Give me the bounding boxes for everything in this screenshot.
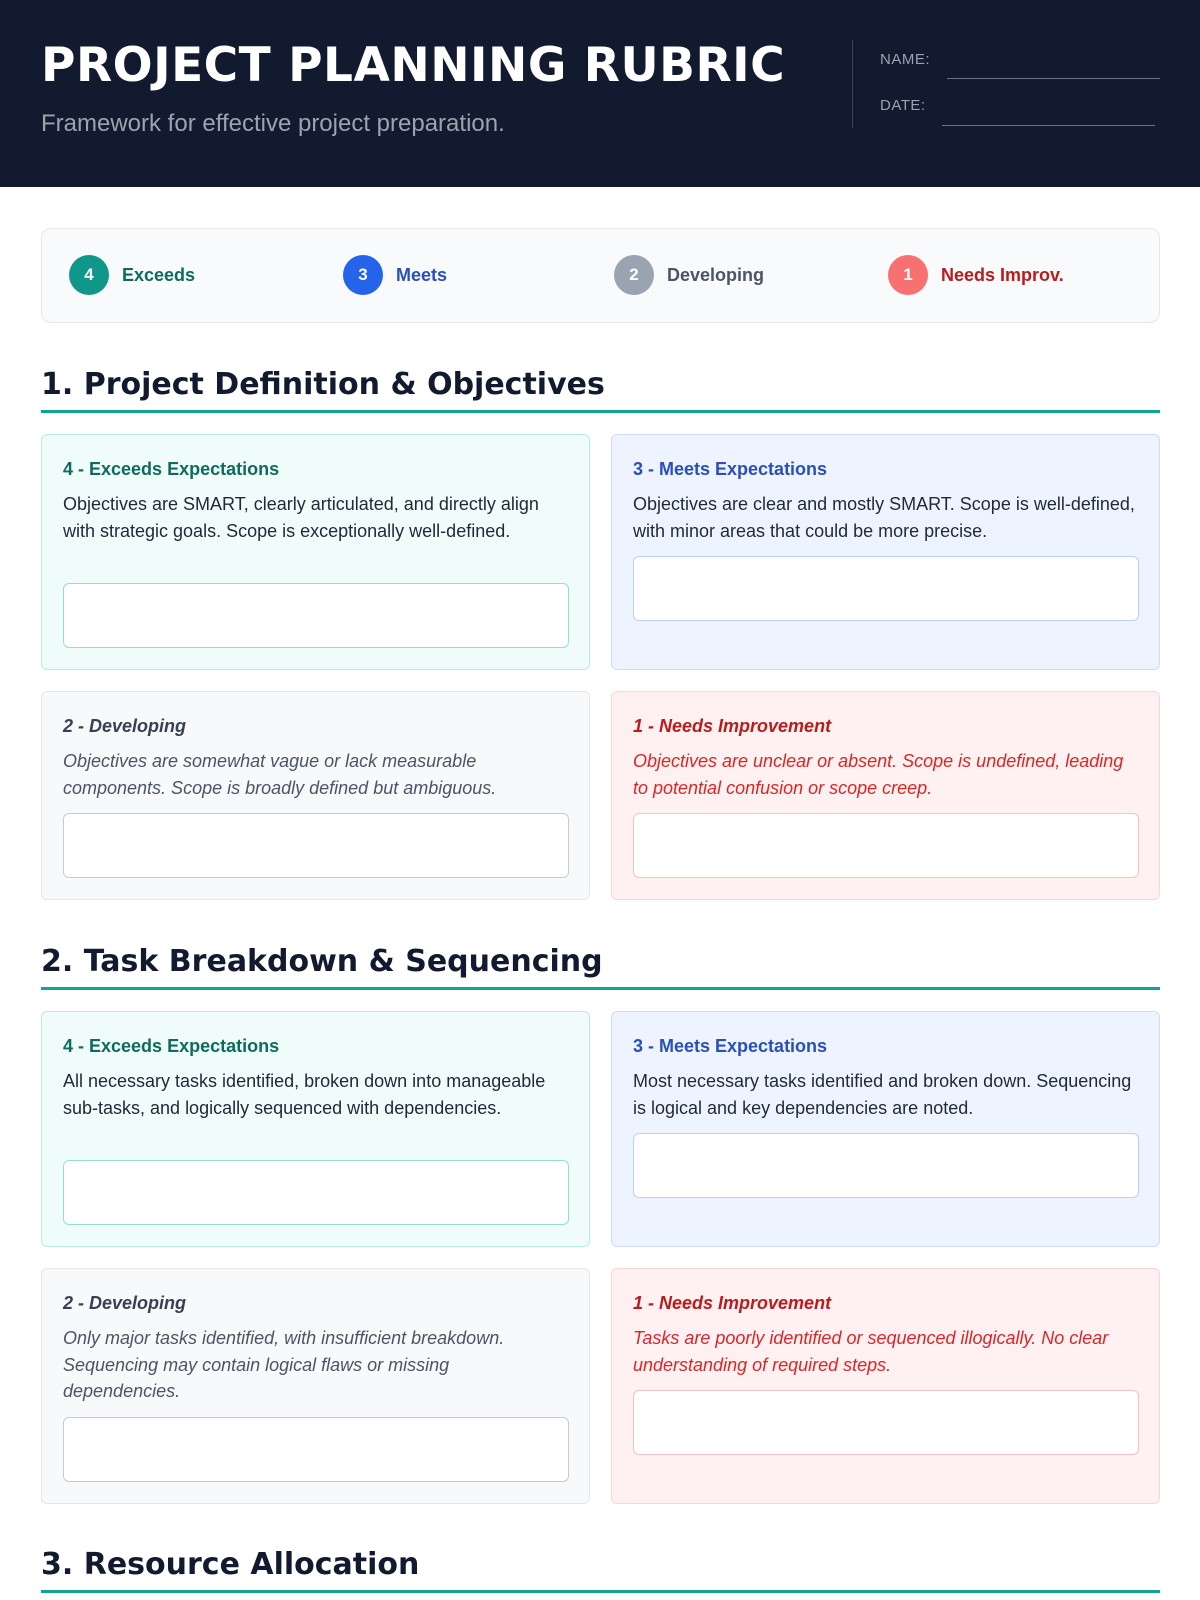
rubric-card-meets bbox=[611, 434, 1160, 670]
score-input[interactable] bbox=[633, 556, 1139, 621]
legend-item-exceeds bbox=[69, 255, 195, 295]
score-input[interactable] bbox=[633, 1133, 1139, 1198]
rubric-card-exceeds bbox=[41, 1011, 590, 1247]
card-heading: 1 - Needs Improvement bbox=[633, 1293, 832, 1313]
card-description: Objectives are unclear or absent. Scope is undefined, leading to potential confusion or scope creep. bbox=[633, 751, 1124, 798]
rubric-card-meets bbox=[611, 1011, 1160, 1247]
section-title: 2. Task Breakdown & Sequencing bbox=[41, 944, 603, 979]
score-input[interactable] bbox=[633, 813, 1139, 878]
card-heading: 3 - Meets Expectations bbox=[633, 1036, 828, 1056]
score-legend bbox=[41, 228, 1160, 323]
section-title: 3. Resource Allocation bbox=[41, 1547, 420, 1582]
page-subtitle: Framework for effective project preparation. bbox=[41, 110, 505, 137]
card-description: Objectives are somewhat vague or lack measurable components. Scope is broadly defined but ambiguous. bbox=[63, 751, 497, 798]
section-rule bbox=[41, 410, 1160, 413]
page-title: PROJECT PLANNING RUBRIC bbox=[41, 38, 786, 93]
name-label: NAME: bbox=[880, 51, 931, 68]
card-description: All necessary tasks identified, broken down into manageable sub-tasks, and logically sequenced with dependencies. bbox=[63, 1071, 546, 1118]
card-heading: 2 - Developing bbox=[63, 1293, 187, 1313]
rubric-card-needs-improvement bbox=[611, 691, 1160, 900]
header bbox=[0, 0, 1200, 187]
date-label: DATE: bbox=[880, 97, 926, 114]
legend-item-needs-improvement bbox=[888, 255, 1064, 295]
score-input[interactable] bbox=[63, 1160, 569, 1225]
section-rule bbox=[41, 1590, 1160, 1593]
card-heading: 3 - Meets Expectations bbox=[633, 459, 828, 479]
name-field[interactable] bbox=[947, 78, 1160, 79]
legend-badge: 3 bbox=[343, 255, 383, 295]
card-heading: 4 - Exceeds Expectations bbox=[63, 1036, 280, 1056]
score-input[interactable] bbox=[63, 1417, 569, 1482]
rubric-card-developing bbox=[41, 691, 590, 900]
card-heading: 2 - Developing bbox=[63, 716, 187, 736]
legend-label: Exceeds bbox=[122, 264, 196, 285]
legend-item-meets bbox=[343, 255, 447, 295]
rubric-card-developing bbox=[41, 1268, 590, 1504]
card-heading: 1 - Needs Improvement bbox=[633, 716, 832, 736]
card-description: Only major tasks identified, with insufficient breakdown. Sequencing may contain logical flaws or missing dependencies. bbox=[63, 1328, 505, 1401]
card-description: Objectives are SMART, clearly articulated, and directly align with strategic goals. Scope is exceptionally well-defined. bbox=[63, 494, 539, 541]
rubric-card-needs-improvement bbox=[611, 1268, 1160, 1504]
legend-badge: 4 bbox=[69, 255, 109, 295]
card-description: Tasks are poorly identified or sequenced illogically. No clear understanding of required steps. bbox=[633, 1328, 1109, 1375]
score-input[interactable] bbox=[63, 583, 569, 648]
legend-label: Needs Improv. bbox=[941, 264, 1064, 285]
card-description: Objectives are clear and mostly SMART. Scope is well-defined, with minor areas that could be more precise. bbox=[633, 494, 1135, 541]
card-heading: 4 - Exceeds Expectations bbox=[63, 459, 280, 479]
rubric-card-exceeds bbox=[41, 434, 590, 670]
card-description: Most necessary tasks identified and broken down. Sequencing is logical and key dependencies are noted. bbox=[633, 1071, 1132, 1118]
score-input[interactable] bbox=[63, 813, 569, 878]
section-title: 1. Project Definition & Objectives bbox=[41, 367, 605, 402]
section-rule bbox=[41, 987, 1160, 990]
legend-label: Meets bbox=[396, 264, 448, 285]
header-divider bbox=[852, 40, 853, 128]
legend-badge: 1 bbox=[888, 255, 928, 295]
legend-item-developing bbox=[614, 255, 764, 295]
score-input[interactable] bbox=[633, 1390, 1139, 1455]
legend-label: Developing bbox=[667, 264, 765, 285]
legend-badge: 2 bbox=[614, 255, 654, 295]
date-field[interactable] bbox=[942, 125, 1155, 126]
